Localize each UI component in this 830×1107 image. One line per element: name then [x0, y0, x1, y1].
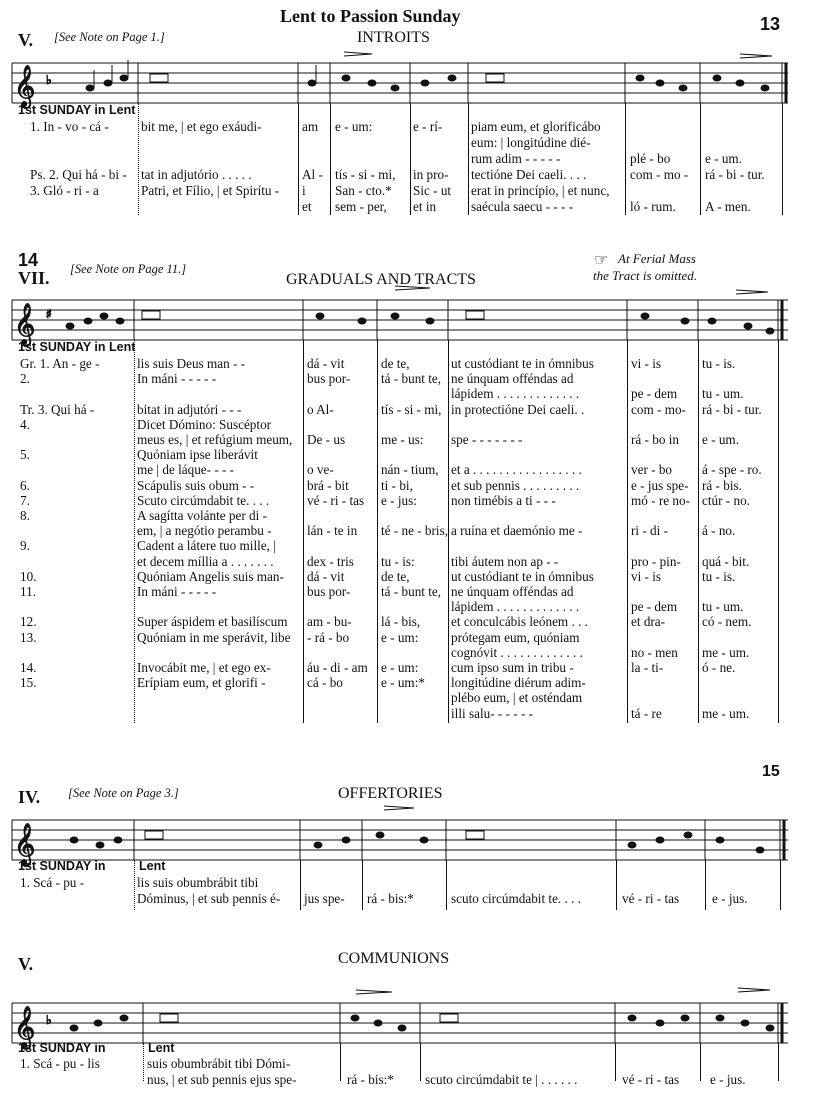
graduals-cell: 9. — [20, 538, 30, 554]
introits-cell: 1. In - vo - cá - — [30, 119, 109, 134]
introits-cell: Al - — [302, 167, 323, 182]
graduals-cell: me - um. — [702, 644, 750, 660]
gradual-notes — [14, 286, 774, 346]
communion-sunday-label: 1st SUNDAY in — [18, 1041, 106, 1055]
introits-cell: tís - si - mi, — [335, 167, 396, 182]
graduals-cell: e - jus: — [381, 492, 417, 508]
graduals-cell: dá - vit — [307, 356, 345, 371]
graduals-cell: vi - is — [631, 356, 662, 371]
graduals-cell: á - spe - ro. — [702, 462, 762, 478]
offertories-cell: rá - bis:* — [367, 891, 414, 906]
introit-note: [See Note on Page 1.] — [54, 30, 165, 44]
graduals-cell: dá - vit — [307, 568, 345, 584]
graduals-cell: de te, — [381, 568, 410, 584]
introits-cell: 3. Gló - ri - a — [30, 183, 99, 198]
page-number-15: 15 — [762, 763, 780, 780]
graduals-cell: 6. — [20, 477, 30, 493]
graduals-cell: vé - ri - tas — [307, 492, 365, 508]
graduals-cell: ctúr - no. — [702, 492, 750, 508]
graduals-cell: té - ne - bris, — [381, 523, 449, 539]
graduals-cell: me - us: — [381, 432, 424, 447]
graduals-cell: lis suis Deus man - - — [137, 356, 246, 371]
offertories-cell: e - jus. — [712, 891, 748, 906]
svg-text:♯: ♯ — [46, 307, 52, 321]
graduals-cell: ó - ne. — [702, 660, 736, 675]
graduals-cell: De - us — [307, 432, 346, 447]
graduals-cell: ti - bi, — [381, 477, 413, 493]
graduals-cell: rá - bo in — [631, 432, 679, 447]
introits-cell: et — [302, 199, 312, 214]
introits-cell: rum adim - - - - - — [471, 151, 561, 166]
graduals-cell: 8. — [20, 508, 30, 523]
introits-cell: in pro- — [413, 167, 449, 182]
graduals-cell: có - nem. — [702, 614, 752, 630]
page-number-13: 13 — [760, 14, 781, 34]
graduals-cell: 10. — [20, 568, 37, 584]
graduals-cell: et dra- — [631, 614, 666, 630]
introits-cell: Ps. 2. Qui há - bi - — [30, 167, 127, 182]
graduals-cell: Quóniam Angelis suis man- — [137, 568, 284, 584]
communions-cell: nus, | et sub pennis ejus spe- — [147, 1072, 297, 1087]
graduals-cell: pe - dem — [631, 599, 678, 615]
introits-cell: Patri, et Fílio, | et Spirítu - — [141, 183, 280, 198]
introits-cell: e - um: — [335, 119, 373, 134]
offertory-mode: IV. — [18, 787, 41, 807]
introit-mode: V. — [18, 30, 34, 50]
graduals-cell: e - um: — [381, 629, 419, 645]
graduals-cell: 7. — [20, 492, 30, 508]
graduals-cell: no - men — [631, 644, 678, 660]
introits-cell: A - men. — [705, 199, 751, 214]
graduals-cell: lápidem . . . . . . . . . . . . . — [451, 386, 580, 402]
graduals-cell: pe - dem — [631, 386, 678, 402]
graduals-cell: et a . . . . . . . . . . . . . . . . . — [451, 462, 582, 478]
graduals-cell: In máni - - - - - — [137, 584, 217, 599]
graduals-cell: 5. — [20, 447, 30, 463]
graduals-cell: tu - is. — [702, 568, 736, 584]
offertories-cell: vé - ri - tas — [622, 891, 680, 906]
offertory-sunday-label-lent: Lent — [139, 859, 166, 873]
graduals-cell: spe - - - - - - - — [451, 432, 523, 447]
graduals-cell: nán - tium, — [381, 462, 439, 478]
graduals-cell: tu - um. — [702, 599, 744, 615]
graduals-cell: cum ipso sum in tribu - — [451, 660, 574, 675]
graduals-cell: in protectióne Dei caeli. . — [451, 401, 585, 417]
graduals-cell: áu - di - am — [307, 660, 368, 675]
offertory-notes — [14, 806, 764, 866]
graduals-cell: Quóniam in me sperávit, libe — [137, 629, 291, 645]
gradual-staff — [12, 300, 788, 340]
graduals-cell: rá - bi - tur. — [702, 401, 762, 417]
graduals-cell: tu - um. — [702, 386, 744, 402]
svg-text:♭: ♭ — [46, 1013, 52, 1027]
introit-notes — [14, 52, 772, 108]
page-header-title: Lent to Passion Sunday — [280, 6, 461, 26]
graduals-cell: et decem míllia a . . . . . . . — [137, 553, 274, 569]
graduals-cell: e - um: — [381, 660, 419, 675]
graduals-cell: quá - bit. — [702, 553, 750, 569]
graduals-cell: illi salu- - - - - - — [451, 705, 534, 721]
graduals-cell: lán - te in — [307, 523, 358, 539]
graduals-cell: pro - pin- — [631, 553, 681, 569]
graduals-cell: Erípiam eum, et glorifi - — [137, 675, 266, 691]
graduals-cell: rá - bis. — [702, 477, 742, 493]
introits-cell: et in — [413, 199, 437, 214]
graduals-cell: - rá - bo — [307, 629, 350, 645]
graduals-cell: In máni - - - - - — [137, 371, 217, 387]
graduals-cell: 12. — [20, 614, 37, 630]
introits-cell: am — [302, 119, 319, 134]
introits-cell: rá - bi - tur. — [705, 167, 765, 182]
introits-cell: bit me, | et ego exáudi- — [141, 119, 262, 134]
graduals-cell: o Al- — [307, 401, 334, 417]
introit-title: INTROITS — [357, 29, 430, 46]
communions-cell: scuto circúmdabit te | . . . . . . — [425, 1072, 578, 1087]
introits-cell: Sic - ut — [413, 183, 452, 198]
introit-sunday-label: 1st SUNDAY in Lent — [18, 103, 136, 117]
graduals-cell: tu - is: — [381, 553, 415, 569]
graduals-cell: 11. — [20, 584, 36, 599]
graduals-cell: et conculcábis leónem . . . — [451, 614, 588, 630]
introits-cell: e - um. — [705, 151, 742, 166]
introits-cell: San - cto.* — [335, 183, 392, 198]
introits-cell: i — [302, 183, 306, 198]
communion-mode: V. — [18, 954, 34, 974]
offertories-cell: Dóminus, | et sub pennis é- — [137, 891, 281, 906]
graduals-cell: la - ti- — [631, 660, 664, 675]
offertories-cell: lis suis obumbrábit tibi — [137, 875, 259, 890]
graduals-cell: plébo eum, | et osténdam — [451, 690, 583, 706]
graduals-cell: 2. — [20, 371, 30, 387]
page-number-14: 14 — [18, 250, 39, 270]
graduals-cell: cognóvit . . . . . . . . . . . . . — [451, 644, 583, 660]
introits-cell: ló - rum. — [630, 199, 676, 214]
introits-cell: eum: | longitúdine dié- — [471, 135, 591, 150]
ferial-note-line2: the Tract is omitted. — [593, 268, 697, 283]
graduals-cell: mó - re no- — [631, 492, 690, 508]
graduals-cell: Dicet Dómino: Suscéptor — [137, 416, 272, 432]
communion-sunday-label-lent: Lent — [148, 1041, 175, 1055]
graduals-cell: e - jus spe- — [631, 477, 689, 493]
graduals-cell: ri - di - — [631, 523, 668, 539]
ferial-note-line1: At Ferial Mass — [618, 251, 696, 266]
graduals-cell: Super áspidem et basilíscum — [137, 614, 288, 630]
graduals-cell: non timébis a ti - - - — [451, 492, 556, 508]
graduals-cell: á - no. — [702, 523, 736, 539]
offertories-cell: scuto circúmdabit te. . . . — [451, 891, 582, 906]
offertory-title: OFFERTORIES — [338, 785, 443, 802]
graduals-cell: prótegam eum, quóniam — [451, 629, 580, 645]
graduals-cell: e - um:* — [381, 675, 425, 691]
communion-staff — [12, 1003, 788, 1043]
graduals-cell: de te, — [381, 356, 410, 371]
graduals-cell: ver - bo — [631, 462, 673, 478]
graduals-cell: tibi áutem non ap - - — [451, 553, 559, 569]
graduals-cell: 13. — [20, 629, 37, 645]
introits-cell: piam eum, et glorificábo — [471, 119, 601, 134]
graduals-cell: ut custódiant te in ómnibus — [451, 568, 594, 584]
graduals-cell: em, | a negótio perambu - — [137, 523, 272, 539]
svg-text:𝄞: 𝄞 — [14, 1007, 36, 1048]
introits-cell: plé - bo — [630, 151, 671, 166]
graduals-cell: tá - bunt te, — [381, 584, 442, 599]
introits-cell: e - rí- — [413, 119, 443, 134]
graduals-cell: a ruína et daemónio me - — [451, 523, 583, 539]
graduals-cell: ut custódiant te in ómnibus — [451, 356, 594, 371]
svg-text:𝄞: 𝄞 — [14, 824, 36, 865]
svg-text:𝄞: 𝄞 — [14, 304, 36, 345]
graduals-cell: bitat in adjutóri - - - — [137, 401, 242, 417]
graduals-cell: Cadent a látere tuo mille, | — [137, 538, 276, 554]
offertories-cell: 1. Scá - pu - — [20, 875, 85, 890]
gradual-note: [See Note on Page 11.] — [70, 262, 187, 276]
graduals-cell: A sagítta volánte per di - — [137, 508, 268, 523]
graduals-cell: vi - is — [631, 568, 662, 584]
gradual-mode: VII. — [18, 268, 50, 288]
graduals-cell: brá - bit — [307, 477, 349, 493]
graduals-cell: bus por- — [307, 584, 351, 599]
graduals-cell: ne únquam offéndas ad — [451, 584, 574, 599]
graduals-cell: am - bu- — [307, 614, 352, 630]
offertories-cell: jus spe- — [304, 891, 345, 906]
pointing-hand-icon: ☞ — [594, 250, 609, 269]
communions-cell: 1. Scá - pu - lis — [20, 1056, 100, 1071]
graduals-cell: tá - re — [631, 705, 662, 721]
graduals-cell: longitúdine diérum adim- — [451, 675, 586, 691]
communion-title: COMMUNIONS — [338, 950, 450, 967]
introits-cell: sem - per, — [335, 199, 387, 214]
offertory-sunday-label: 1st SUNDAY in — [18, 859, 106, 873]
gradual-title: GRADUALS AND TRACTS — [286, 271, 476, 288]
graduals-cell: cá - bo — [307, 675, 343, 691]
svg-text:♭: ♭ — [46, 73, 52, 87]
graduals-cell: meus es, | et refúgium meum, — [137, 432, 293, 447]
graduals-cell: bus por- — [307, 371, 351, 387]
gradual-sunday-label: 1st SUNDAY in Lent — [18, 340, 136, 354]
graduals-cell: Scuto circúmdabit te. . . . — [137, 492, 270, 508]
introits-cell: erat in princípio, | et nunc, — [471, 183, 610, 198]
introits-cell: saécula saecu - - - - — [471, 199, 574, 214]
offertory-staff — [12, 820, 788, 860]
graduals-cell: Tr. 3. Qui há - — [20, 401, 95, 417]
graduals-cell: Invocábit me, | et ego ex- — [137, 660, 271, 675]
graduals-cell: et sub pennis . . . . . . . . . — [451, 477, 580, 493]
graduals-cell: tu - is. — [702, 356, 736, 371]
communions-cell: vé - ri - tas — [622, 1072, 680, 1087]
graduals-cell: lá - bis, — [381, 614, 421, 630]
introits-cell: com - mo - — [630, 167, 689, 182]
graduals-cell: dex - tris — [307, 553, 354, 569]
svg-text:𝄞: 𝄞 — [14, 66, 36, 107]
communions-cell: suis obumbrábit tibi Dómi- — [147, 1056, 291, 1071]
introits-cell: tat in adjutório . . . . . — [141, 167, 252, 182]
graduals-cell: 14. — [20, 660, 37, 675]
graduals-cell: me | de láque- - - - — [137, 462, 235, 478]
graduals-cell: e - um. — [702, 432, 739, 447]
graduals-cell: 4. — [20, 416, 30, 432]
graduals-cell: lápidem . . . . . . . . . . . . . — [451, 599, 580, 615]
offertory-note: [See Note on Page 3.] — [68, 786, 179, 800]
graduals-cell: 15. — [20, 675, 37, 691]
graduals-cell: o ve- — [307, 462, 334, 478]
introits-cell: tectióne Dei caeli. . . . — [471, 167, 587, 182]
graduals-cell: tís - si - mi, — [381, 401, 442, 417]
graduals-cell: me - um. — [702, 705, 750, 721]
graduals-cell: Quóniam ipse liberávit — [137, 447, 258, 463]
graduals-cell: Gr. 1. An - ge - — [20, 356, 100, 371]
graduals-cell: tá - bunt te, — [381, 371, 442, 387]
communion-notes — [14, 988, 774, 1049]
graduals-cell: ne únquam offéndas ad — [451, 371, 574, 387]
communions-cell: rá - bis:* — [347, 1072, 394, 1087]
graduals-cell: com - mo- — [631, 401, 686, 417]
graduals-cell: Scápulis suis obum - - — [137, 477, 255, 493]
communions-cell: e - jus. — [710, 1072, 746, 1087]
